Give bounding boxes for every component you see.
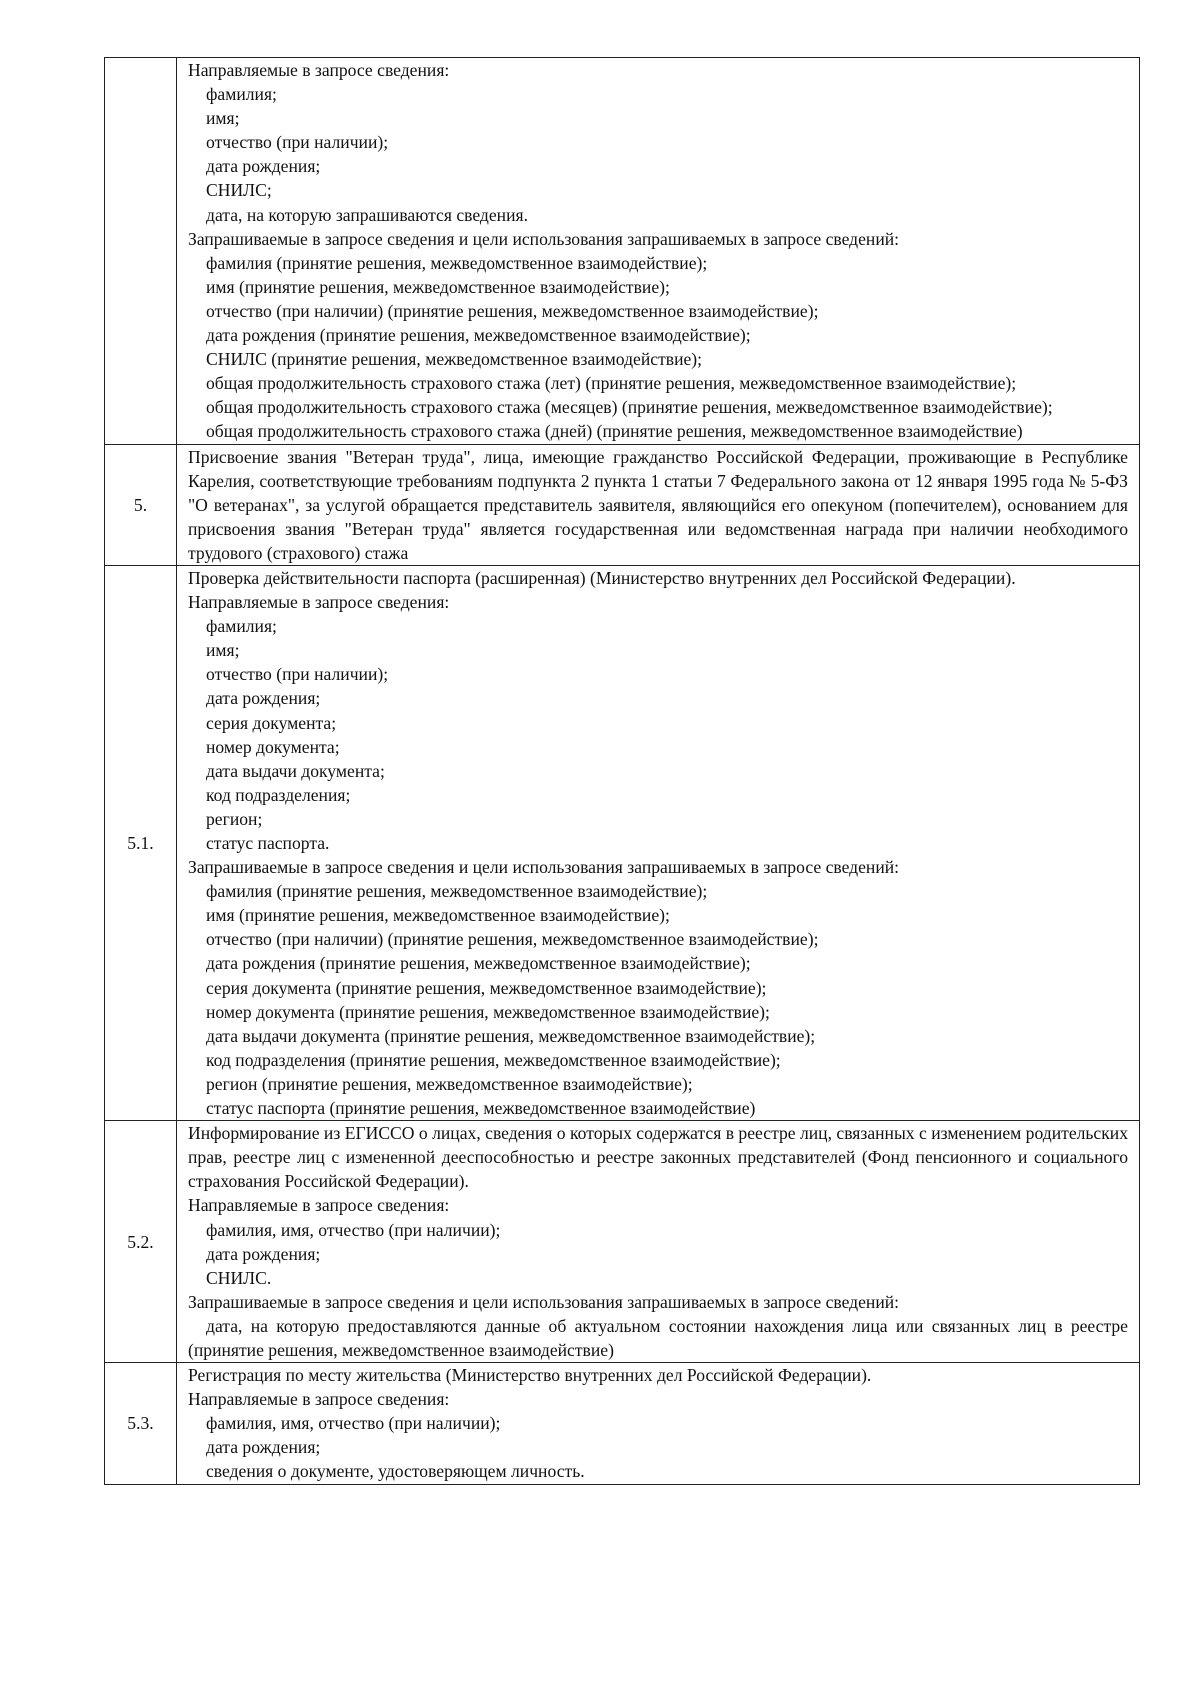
- row-content-cell: [177, 565, 1140, 1120]
- row-number-cell: 5.3.: [105, 1363, 177, 1484]
- list-item: статус паспорта (принятие решения, межведомственное взаимодействие): [206, 1098, 756, 1119]
- paragraph: Запрашиваемые в запросе сведения и цели использования запрашиваемых в запросе сведений:: [188, 857, 900, 878]
- list-item: общая продолжительность страхового стажа (месяцев) (принятие решения, межведомственное взаимодействие);: [206, 397, 1053, 418]
- list-item: дата, на которую запрашиваются сведения.: [206, 204, 528, 225]
- list-item: номер документа (принятие решения, межведомственное взаимодействие);: [206, 1001, 770, 1022]
- list-item: общая продолжительность страхового стажа (лет) (принятие решения, межведомственное взаимодействие);: [206, 373, 1017, 394]
- list-item: отчество (при наличии) (принятие решения, межведомственное взаимодействие);: [206, 300, 819, 321]
- list-item: регион;: [206, 808, 263, 829]
- row-content-cell: [177, 1363, 1140, 1484]
- document-page: [104, 57, 1140, 1485]
- list-item: имя (принятие решения, межведомственное взаимодействие);: [206, 905, 670, 926]
- list-item: имя;: [206, 108, 240, 129]
- paragraph: Направляемые в запросе сведения:: [188, 1389, 450, 1410]
- row-number-cell: [105, 58, 177, 445]
- paragraph: Направляемые в запросе сведения:: [188, 592, 450, 613]
- row-number-cell: 5.1.: [105, 565, 177, 1120]
- list-item: общая продолжительность страхового стажа (дней) (принятие решения, межведомственное взаимодействие): [206, 421, 1023, 442]
- table-row: [105, 1121, 1140, 1363]
- list-item: номер документа;: [206, 736, 340, 757]
- list-item: СНИЛС (принятие решения, межведомственное взаимодействие);: [206, 349, 703, 370]
- paragraph: Направляемые в запросе сведения:: [188, 60, 450, 80]
- list-item: дата рождения;: [206, 156, 321, 177]
- list-item: дата выдачи документа (принятие решения, межведомственное взаимодействие);: [206, 1025, 816, 1046]
- list-item: фамилия, имя, отчество (при наличии);: [206, 1219, 501, 1240]
- list-item: серия документа;: [206, 712, 337, 733]
- list-item: фамилия (принятие решения, межведомственное взаимодействие);: [206, 881, 708, 902]
- paragraph: Проверка действительности паспорта (расширенная) (Министерство внутренних дел Российской Федерации).: [188, 567, 1016, 588]
- paragraph: Информирование из ЕГИССО о лицах, сведения о которых содержатся в реестре лиц, связанных с изменением родительских прав, реестре лиц с измененной дееспособностью и реестре законных представителей (Фонд пенсионного и социального страхования Российской Федерации).: [188, 1123, 1128, 1192]
- list-item: серия документа (принятие решения, межведомственное взаимодействие);: [206, 977, 767, 998]
- list-item: код подразделения (принятие решения, межведомственное взаимодействие);: [206, 1049, 781, 1070]
- list-item: дата рождения (принятие решения, межведомственное взаимодействие);: [206, 325, 751, 346]
- row-number-cell: 5.2.: [105, 1121, 177, 1363]
- table-row: [105, 444, 1140, 565]
- list-item: дата рождения;: [206, 1243, 321, 1264]
- list-item: фамилия;: [206, 84, 277, 105]
- row-content-cell: [177, 58, 1140, 445]
- paragraph: Регистрация по месту жительства (Министерство внутренних дел Российской Федерации).: [188, 1365, 872, 1386]
- list-item: отчество (при наличии) (принятие решения, межведомственное взаимодействие);: [206, 929, 819, 950]
- list-item: имя;: [206, 640, 240, 661]
- table-row: [105, 58, 1140, 445]
- table-body: [105, 58, 1140, 1485]
- paragraph: Запрашиваемые в запросе сведения и цели использования запрашиваемых в запросе сведений:: [188, 1291, 900, 1312]
- row-number-cell: 5.: [105, 444, 177, 565]
- table-row: [105, 1363, 1140, 1484]
- list-item: дата рождения (принятие решения, межведомственное взаимодействие);: [206, 953, 751, 974]
- list-item: регион (принятие решения, межведомственное взаимодействие);: [206, 1073, 693, 1094]
- table-row: [105, 565, 1140, 1120]
- paragraph: Присвоение звания "Ветеран труда", лица, имеющие гражданство Российской Федерации, проживающие в Республике Карелия, соответствующие требованиям подпункта 2 пункта 1 статьи 7 Федерального закона от 12 января 1995 года № 5-ФЗ "О ветеранах", за услугой обращается представитель заявителя, являющийся его опекуном (попечителем), основанием для присвоения звания "Ветеран труда" является государственная или ведомственная награда при наличии необходимого трудового (страхового) стажа: [188, 446, 1128, 563]
- list-item: код подразделения;: [206, 784, 351, 805]
- list-item: дата рождения;: [206, 1437, 321, 1458]
- row-content-cell: [177, 1121, 1140, 1363]
- list-item: СНИЛС;: [206, 180, 272, 201]
- list-item: имя (принятие решения, межведомственное взаимодействие);: [206, 276, 670, 297]
- paragraph: Запрашиваемые в запросе сведения и цели использования запрашиваемых в запросе сведений:: [188, 228, 900, 249]
- list-item: дата выдачи документа;: [206, 760, 385, 781]
- list-item: дата рождения;: [206, 688, 321, 709]
- list-item: сведения о документе, удостоверяющем личность.: [206, 1461, 585, 1482]
- requirements-table: [104, 57, 1140, 1485]
- paragraph: Направляемые в запросе сведения:: [188, 1195, 450, 1216]
- list-item: отчество (при наличии);: [206, 664, 389, 685]
- list-item: фамилия;: [206, 616, 277, 637]
- row-content-cell: [177, 444, 1140, 565]
- list-item: отчество (при наличии);: [206, 132, 389, 153]
- list-item: СНИЛС.: [206, 1267, 272, 1288]
- list-item: статус паспорта.: [206, 833, 330, 853]
- list-item: фамилия (принятие решения, межведомственное взаимодействие);: [206, 252, 708, 273]
- list-item: фамилия, имя, отчество (при наличии);: [206, 1413, 501, 1434]
- list-item: дата, на которую предоставляются данные об актуальном состоянии нахождения лица или связанных лиц в реестре (принятие решения, межведомственное взаимодействие): [188, 1315, 1128, 1360]
